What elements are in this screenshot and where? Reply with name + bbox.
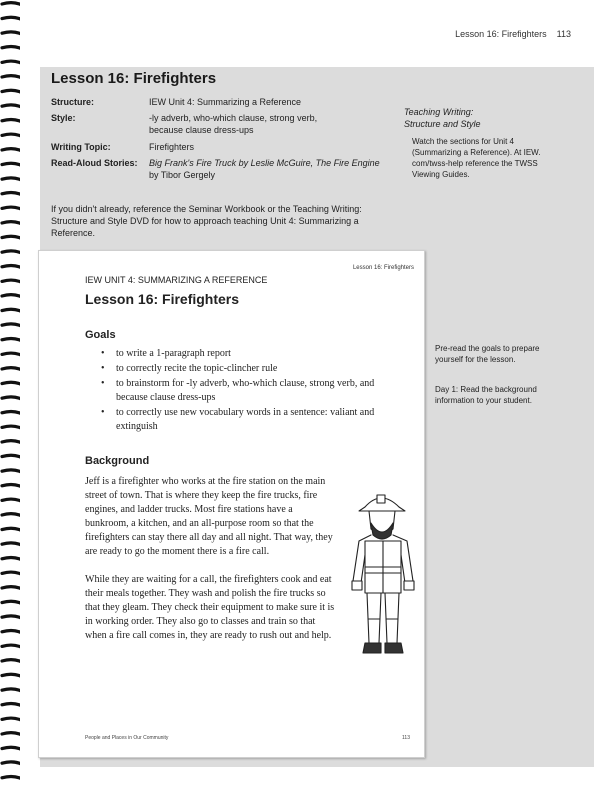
topic-label: Writing Topic: xyxy=(51,142,111,152)
tw-body-line: com/twss-help reference the TWSS xyxy=(412,159,538,168)
note-line: Day 1: Read the background xyxy=(435,385,537,394)
style-value-line: because clause dress-ups xyxy=(149,125,254,135)
note-line: yourself for the lesson. xyxy=(435,355,516,364)
footer-page-number: 113 xyxy=(402,735,410,741)
intro-line: If you didn't already, reference the Seminar Workbook or the Teaching Writing: xyxy=(51,204,362,214)
style-value-line: -ly adverb, who-which clause, strong verb, xyxy=(149,113,318,123)
tw-title-line: Structure and Style xyxy=(404,119,481,129)
intro-text xyxy=(51,203,401,239)
goals-heading: Goals xyxy=(85,329,116,341)
topic-value: Firefighters xyxy=(149,142,195,152)
student-running-head: Lesson 16: Firefighters xyxy=(352,265,414,271)
note-line: information to your student. xyxy=(435,396,532,405)
structure-label: Structure: xyxy=(51,97,95,107)
stories-line: Big Frank's Fire Truck by Leslie McGuire, The Fire Engine xyxy=(149,158,380,168)
page-number: 113 xyxy=(556,29,571,39)
style-label: Style: xyxy=(51,113,76,123)
student-page xyxy=(38,250,425,758)
firefighter-illustration xyxy=(341,489,423,659)
background-heading: Background xyxy=(85,455,150,467)
lesson-title: Lesson 16: Firefighters xyxy=(51,70,217,87)
tw-body-line: Viewing Guides. xyxy=(412,170,470,179)
goal-item: • to brainstorm for -ly adverb, who-which clause, strong verb, and because clause dress-ups xyxy=(101,377,381,405)
goal-item: • to correctly recite the topic-clincher rule xyxy=(101,362,381,376)
goal-item: • to correctly use new vocabulary words in a sentence: valiant and extinguish xyxy=(101,406,381,434)
goals-list xyxy=(101,347,381,435)
tw-body-line: Watch the sections for Unit 4 xyxy=(412,137,514,146)
sidebar-note-preread xyxy=(435,343,585,365)
tw-title-line: Teaching Writing: xyxy=(404,107,474,117)
goal-item: • to write a 1-paragraph report xyxy=(101,347,381,361)
teaching-writing-title xyxy=(404,106,481,130)
footer-book-title: People and Places in Our Community xyxy=(85,735,169,741)
sidebar-note-day1 xyxy=(435,384,585,406)
teaching-writing-note xyxy=(412,136,572,180)
stories-label: Read-Aloud Stories: xyxy=(51,158,138,168)
background-paragraph: While they are waiting for a call, the firefighters cook and eat their meals together. They wash and polish the fire trucks so that they gleam. They check their equipment to make sure it is in working order. They also go to classes and train so that when a fire call comes in, they are ready to rush out and help. xyxy=(85,574,335,641)
tw-body-line: (Summarizing a Reference). At IEW. xyxy=(412,148,541,157)
student-page-title: Lesson 16: Firefighters xyxy=(85,291,240,307)
book-page xyxy=(20,0,600,788)
style-value xyxy=(149,112,389,136)
unit-label: IEW UNIT 4: SUMMARIZING A REFERENCE xyxy=(85,275,268,285)
structure-value: IEW Unit 4: Summarizing a Reference xyxy=(149,97,302,107)
background-paragraph: Jeff is a firefighter who works at the fire station on the main street of town. That is where they keep the fire trucks, fire engines, and ladder trucks. Most fire stations have a bunkroom, a kitchen, and an all-purpose room so that the firefighters can stay there all day and all night. That way, they are ready to go the moment there is a fire call. xyxy=(85,476,333,557)
stories-line: by Tibor Gergely xyxy=(149,170,216,180)
running-title: Lesson 16: Firefighters xyxy=(455,29,547,39)
note-line: Pre-read the goals to prepare xyxy=(435,344,540,353)
intro-line: Reference. xyxy=(51,228,96,238)
stories-value xyxy=(149,157,409,181)
intro-line: Structure and Style DVD for how to approach teaching Unit 4: Summarizing a xyxy=(51,216,359,226)
running-head xyxy=(445,29,571,39)
